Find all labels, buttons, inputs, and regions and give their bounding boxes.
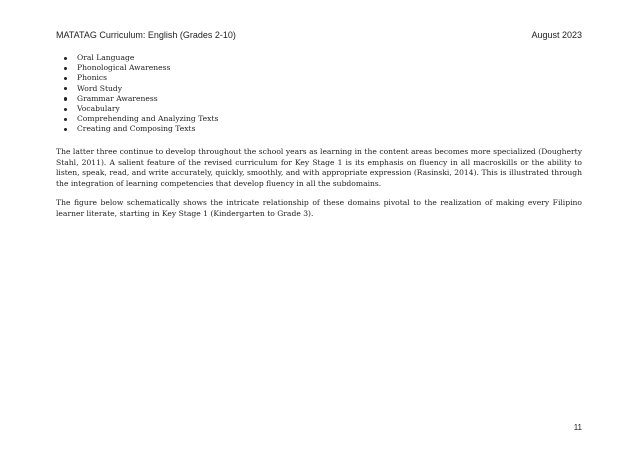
bullet-icon: [64, 87, 67, 90]
list-item-text: Vocabulary: [77, 104, 120, 114]
list-item-text: Oral Language: [77, 53, 135, 62]
list-item-text: Phonics: [77, 73, 108, 83]
page-header: [56, 29, 582, 41]
list-item: [56, 84, 218, 94]
bullet-icon: [64, 97, 67, 100]
bullet-icon: [64, 108, 67, 111]
list-item: [56, 94, 218, 104]
page-number: 11: [573, 423, 582, 432]
list-item: [56, 114, 218, 124]
list-item-text: Phonological Awareness: [77, 63, 171, 73]
bullet-icon: [64, 118, 67, 121]
bullet-icon: [64, 77, 67, 80]
body-paragraph-fluency: The latter three continue to develop throughout the school years as learning in the content areas becomes more specialized (Dougherty Stahl, 2011). A salient feature of the revised curriculum for Key Stage 1 is its emphasis on fluency in all macroskills or the ability to listen, speak, read, and write accurately, quickly, smoothly, and with appropriate expression (Rasinski, 2014). This is illustrated through the integration of learning competencies that develop fluency in all the subdomains.: [56, 147, 582, 188]
list-item-text: Creating and Composing Texts: [77, 124, 196, 134]
list-item: [56, 63, 218, 73]
list-item: [56, 73, 218, 83]
bullet-icon: [64, 67, 67, 70]
list-item: [56, 104, 218, 114]
domain-bullet-list: [56, 53, 218, 135]
list-item-text: Comprehending and Analyzing Texts: [77, 114, 219, 124]
header-document-title: MATATAG Curriculum: English (Grades 2-10): [56, 30, 236, 40]
list-item: [56, 53, 218, 63]
list-item: [56, 124, 218, 134]
bullet-icon: [64, 57, 67, 60]
list-item-text: Word Study: [77, 83, 123, 93]
bullet-icon: [64, 128, 67, 131]
body-paragraph-figure-intro: The figure below schematically shows the intricate relationship of these domains pivotal to the realization of making every Filipino learner literate, starting in Key Stage 1 (Kindergarten to Grade 3).: [56, 198, 582, 218]
list-item-text: Grammar Awareness: [77, 93, 158, 103]
header-date: August 2023: [531, 30, 582, 40]
